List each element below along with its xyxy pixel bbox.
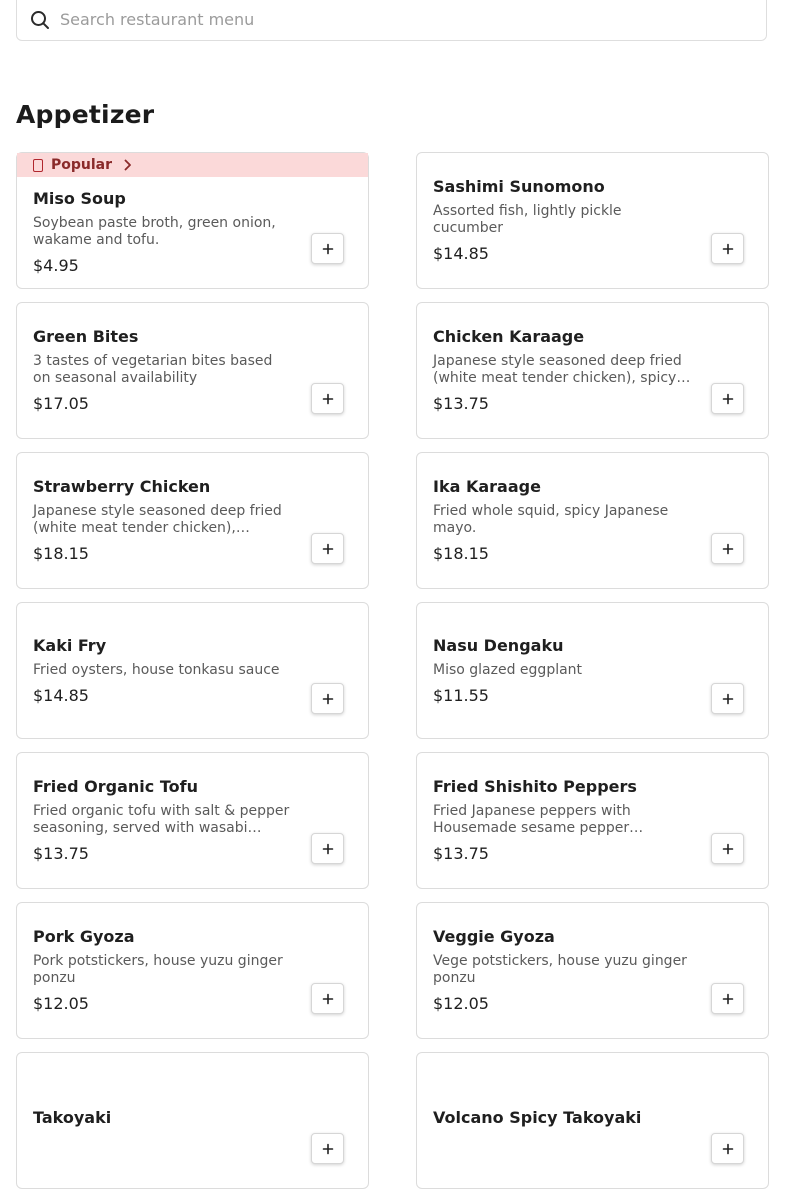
menu-item-name: Sashimi Sunomono [433,177,605,196]
plus-icon [322,843,334,855]
menu-item-price: $14.85 [33,685,89,705]
menu-item-price: $17.05 [33,394,89,413]
menu-item-name: Strawberry Chicken [33,477,211,496]
menu-item-body [33,453,292,588]
menu-item-body [433,1053,692,1188]
menu-item-name: Veggie Gyoza [433,927,555,946]
add-to-cart-button[interactable] [711,233,744,264]
menu-item-description: Fried organic tofu with salt & pepper seasoning, served with wasabi… [33,803,290,836]
chevron-right-icon [124,159,132,171]
menu-item-card[interactable] [16,602,369,739]
menu-item-price: $12.05 [33,994,89,1013]
add-to-cart-button[interactable] [711,683,744,714]
menu-item-price: $12.05 [433,994,489,1013]
menu-item-price: $14.85 [433,244,489,263]
menu-item-body [433,903,692,1038]
menu-item-price: $13.75 [433,844,489,863]
menu-item-description: Fried whole squid, spicy Japanese mayo. [433,503,669,536]
menu-item-description: Japanese style seasoned deep fried (white meat tender chicken), spicy… [433,353,691,386]
menu-item-card[interactable] [16,152,369,289]
plus-icon [722,393,734,405]
menu-item-name: Green Bites [33,327,139,346]
plus-icon [322,1143,334,1155]
menu-item-body [433,603,692,738]
menu-item-body [33,603,292,738]
add-to-cart-button[interactable] [311,983,344,1014]
popular-badge-label: Popular [51,157,113,173]
plus-icon [322,543,334,555]
menu-item-price: $18.15 [433,544,489,563]
add-to-cart-button[interactable] [311,533,344,564]
menu-item-body [33,1053,292,1188]
menu-item-name: Miso Soup [33,189,126,208]
add-to-cart-button[interactable] [311,233,344,264]
menu-item-body [33,303,292,438]
add-to-cart-button[interactable] [711,383,744,414]
menu-item-card[interactable] [416,902,769,1039]
plus-icon [722,1143,734,1155]
menu-item-name: Chicken Karaage [433,327,585,346]
menu-item-description: Fried Japanese peppers with Housemade sesame pepper… [433,803,644,836]
menu-item-body [33,753,292,888]
menu-item-description: 3 tastes of vegetarian bites based on seasonal availability [33,353,273,386]
menu-item-body [433,153,692,288]
menu-item-price: $4.95 [33,256,79,275]
menu-item-name: Kaki Fry [33,635,107,655]
menu-item-name: Nasu Dengaku [433,635,564,655]
add-to-cart-button[interactable] [711,533,744,564]
fire-icon [33,159,43,172]
menu-item-name: Volcano Spicy Takoyaki [433,1107,642,1127]
menu-item-card[interactable] [416,152,769,289]
add-to-cart-button[interactable] [311,1133,344,1164]
menu-item-description: Pork potstickers, house yuzu ginger ponzu [33,953,283,986]
menu-item-body [433,453,692,588]
add-to-cart-button[interactable] [711,983,744,1014]
menu-item-card[interactable] [416,452,769,589]
menu-item-card[interactable] [416,752,769,889]
search-bar[interactable] [16,0,767,41]
plus-icon [722,843,734,855]
search-input[interactable] [60,5,766,35]
menu-item-description: Assorted fish, lightly pickle cucumber [433,203,622,236]
menu-item-description: Soybean paste broth, green onion, wakame and tofu. [33,215,276,248]
add-to-cart-button[interactable] [311,383,344,414]
popular-badge[interactable] [17,153,368,177]
menu-item-card[interactable] [16,752,369,889]
add-to-cart-button[interactable] [711,1133,744,1164]
menu-item-card[interactable] [16,902,369,1039]
menu-item-card[interactable] [416,302,769,439]
menu-item-name: Takoyaki [33,1107,112,1127]
menu-item-name: Fried Organic Tofu [33,777,198,796]
plus-icon [322,243,334,255]
menu-item-card[interactable] [416,602,769,739]
menu-item-body [33,903,292,1038]
search-icon [29,9,51,31]
plus-icon [322,693,334,705]
menu-item-body [433,303,692,438]
add-to-cart-button[interactable] [311,833,344,864]
menu-item-card[interactable] [416,1052,769,1189]
section-title: Appetizer [16,100,155,129]
menu-item-price: $18.15 [33,544,89,563]
plus-icon [722,693,734,705]
menu-item-grid [16,152,769,1189]
menu-item-price: $13.75 [33,844,89,863]
menu-item-price: $13.75 [433,394,489,413]
menu-item-card[interactable] [16,302,369,439]
menu-item-description: Miso glazed eggplant [433,661,583,678]
menu-item-description: Japanese style seasoned deep fried (white meat tender chicken),… [33,503,282,536]
plus-icon [722,993,734,1005]
menu-item-body [433,753,692,888]
menu-item-card[interactable] [16,452,369,589]
menu-item-description: Vege potstickers, house yuzu ginger ponzu [433,953,687,986]
plus-icon [322,393,334,405]
plus-icon [322,993,334,1005]
menu-item-price: $11.55 [433,685,489,705]
menu-item-name: Ika Karaage [433,477,541,496]
add-to-cart-button[interactable] [311,683,344,714]
menu-item-name: Fried Shishito Peppers [433,777,637,796]
menu-item-card[interactable] [16,1052,369,1189]
menu-item-body [33,177,292,288]
add-to-cart-button[interactable] [711,833,744,864]
menu-item-description: Fried oysters, house tonkasu sauce [33,661,280,678]
menu-item-name: Pork Gyoza [33,927,135,946]
plus-icon [722,243,734,255]
plus-icon [722,543,734,555]
